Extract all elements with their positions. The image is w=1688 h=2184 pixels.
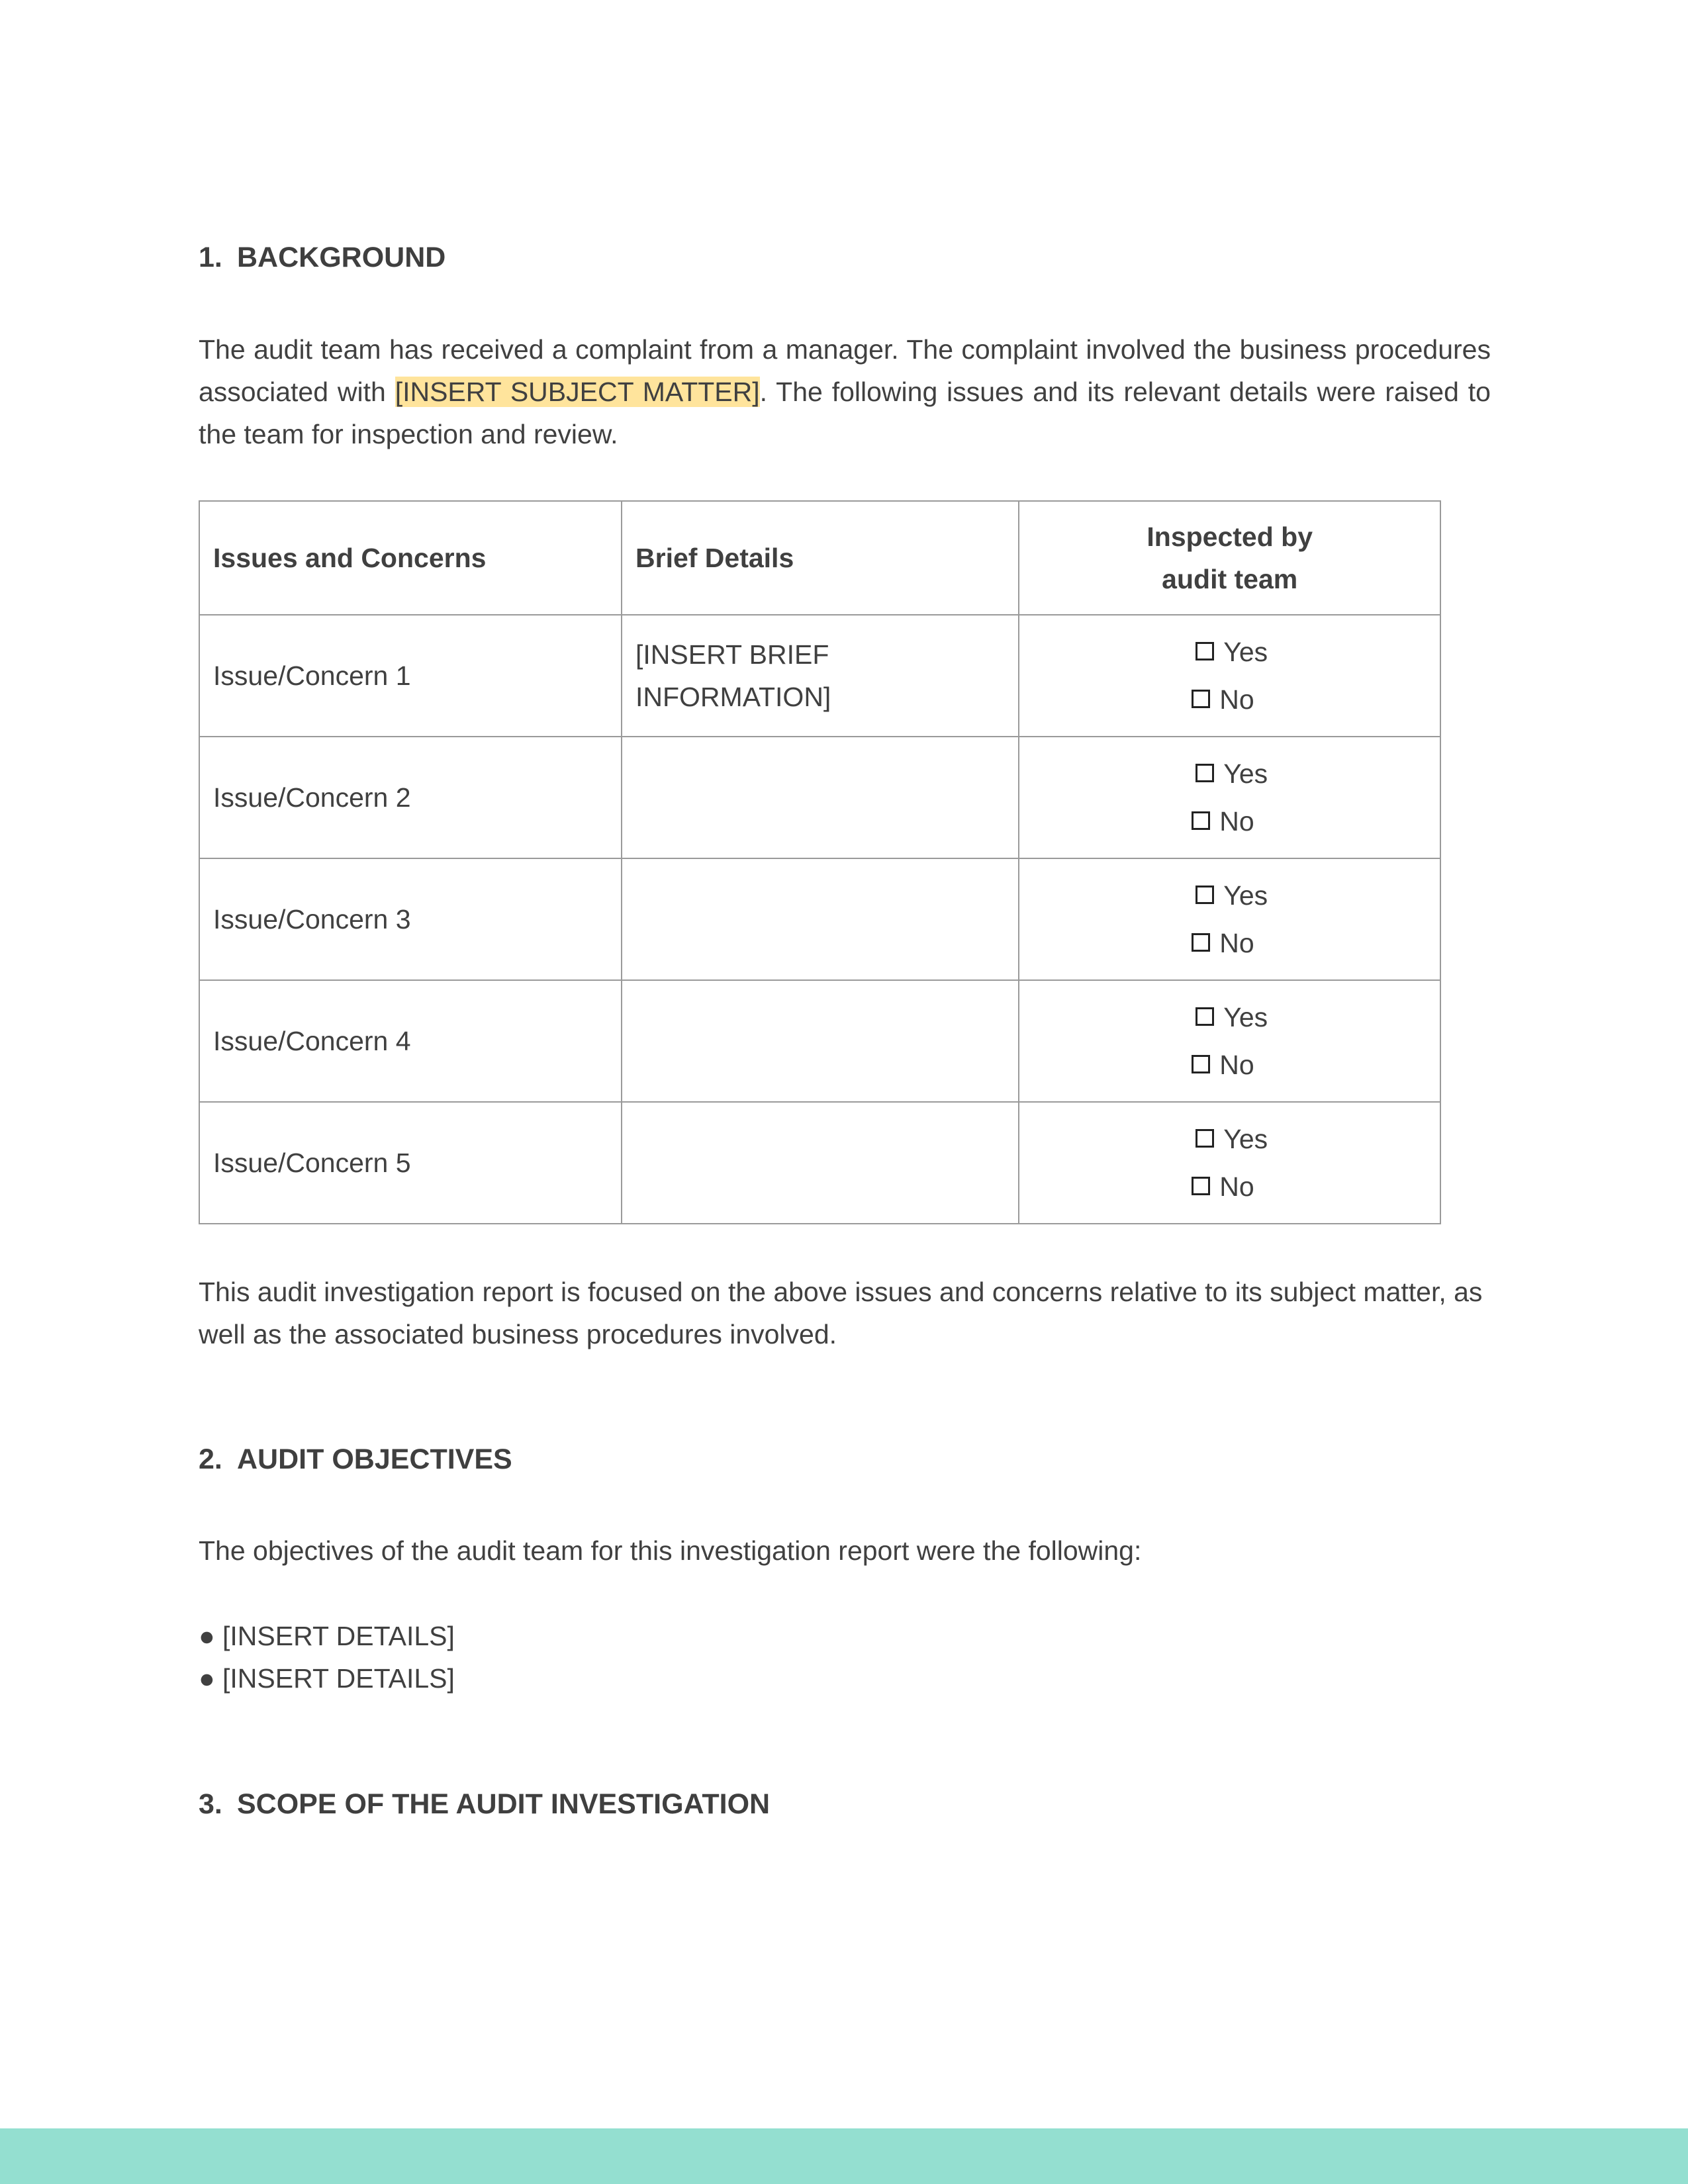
header-inspected-line2: audit team <box>1162 564 1298 594</box>
yes-label: Yes <box>1223 758 1268 789</box>
list-item-text: [INSERT DETAILS] <box>222 1621 455 1651</box>
background-intro-paragraph <box>199 328 1491 455</box>
yes-option[interactable] <box>1192 1115 1268 1163</box>
no-label: No <box>1219 1050 1254 1080</box>
section-title: BACKGROUND <box>237 242 446 273</box>
section-number: 2. <box>199 1443 222 1475</box>
checkbox-icon[interactable] <box>1192 1055 1210 1073</box>
table-row <box>199 737 1440 858</box>
details-cell[interactable] <box>622 980 1019 1102</box>
yes-no-options <box>1192 628 1268 723</box>
bullet-icon: ● <box>199 1663 215 1694</box>
no-option[interactable] <box>1192 919 1268 967</box>
checkbox-icon[interactable] <box>1192 690 1210 708</box>
no-label: No <box>1219 928 1254 958</box>
details-cell[interactable] <box>622 1102 1019 1224</box>
inspected-cell <box>1019 858 1440 980</box>
issue-cell: Issue/Concern 3 <box>199 858 622 980</box>
inspected-cell <box>1019 980 1440 1102</box>
intro-text-before: The audit team has received a complaint from a manager. The complaint involved the business procedures associated with <box>199 334 1491 407</box>
table-row <box>199 858 1440 980</box>
section-number: 3. <box>199 1788 222 1820</box>
checkbox-icon[interactable] <box>1196 1129 1214 1148</box>
section-heading-scope <box>199 1788 770 1821</box>
header-inspected-line1: Inspected by <box>1147 522 1313 552</box>
inspected-cell <box>1019 1102 1440 1224</box>
inspected-cell <box>1019 615 1440 737</box>
subject-matter-placeholder[interactable]: [INSERT SUBJECT MATTER] <box>395 377 760 407</box>
intro-text-after: . The following issues and its relevant details were raised to the team for inspection and review. <box>199 377 1491 449</box>
yes-label: Yes <box>1223 637 1268 667</box>
yes-label: Yes <box>1223 1124 1268 1154</box>
issues-table <box>199 500 1441 1224</box>
issue-cell: Issue/Concern 5 <box>199 1102 622 1224</box>
yes-label: Yes <box>1223 880 1268 911</box>
issue-cell: Issue/Concern 1 <box>199 615 622 737</box>
details-cell[interactable] <box>622 615 1019 737</box>
header-inspected-by-audit-team <box>1019 501 1440 615</box>
list-item <box>199 1657 455 1700</box>
issue-cell: Issue/Concern 2 <box>199 737 622 858</box>
yes-option[interactable] <box>1192 872 1268 919</box>
no-option[interactable] <box>1192 1163 1268 1210</box>
yes-no-options <box>1192 750 1268 845</box>
table-row <box>199 980 1440 1102</box>
yes-label: Yes <box>1223 1002 1268 1032</box>
checkbox-icon[interactable] <box>1192 933 1210 952</box>
yes-option[interactable] <box>1192 628 1268 676</box>
section-title: AUDIT OBJECTIVES <box>237 1443 512 1475</box>
section-number: 1. <box>199 242 222 273</box>
section-heading-audit-objectives <box>199 1443 512 1476</box>
list-item-text: [INSERT DETAILS] <box>222 1663 455 1694</box>
no-option[interactable] <box>1192 676 1268 723</box>
no-option[interactable] <box>1192 1041 1268 1089</box>
header-brief-details: Brief Details <box>622 501 1019 615</box>
header-issues-and-concerns: Issues and Concerns <box>199 501 622 615</box>
bullet-icon: ● <box>199 1621 215 1651</box>
objectives-bullet-list <box>199 1615 455 1700</box>
checkbox-icon[interactable] <box>1196 642 1214 660</box>
section-heading-background <box>199 242 445 274</box>
inspected-cell <box>1019 737 1440 858</box>
no-label: No <box>1219 684 1254 715</box>
details-line1: [INSERT BRIEF <box>635 639 829 670</box>
yes-no-options <box>1192 1115 1268 1210</box>
footer-color-band <box>0 2128 1688 2184</box>
checkbox-icon[interactable] <box>1196 764 1214 782</box>
yes-option[interactable] <box>1192 993 1268 1041</box>
yes-no-options <box>1192 993 1268 1089</box>
table-header-row <box>199 501 1440 615</box>
no-label: No <box>1219 806 1254 837</box>
table-row <box>199 1102 1440 1224</box>
issue-cell: Issue/Concern 4 <box>199 980 622 1102</box>
no-option[interactable] <box>1192 797 1268 845</box>
checkbox-icon[interactable] <box>1192 811 1210 830</box>
background-closing-paragraph: This audit investigation report is focused on the above issues and concerns relative to its subject matter, as well as the associated business procedures involved. <box>199 1277 1483 1349</box>
table-row <box>199 615 1440 737</box>
objectives-intro-paragraph: The objectives of the audit team for this investigation report were the following: <box>199 1535 1142 1566</box>
section-title: SCOPE OF THE AUDIT INVESTIGATION <box>237 1788 771 1820</box>
yes-option[interactable] <box>1192 750 1268 797</box>
checkbox-icon[interactable] <box>1196 1007 1214 1026</box>
yes-no-options <box>1192 872 1268 967</box>
list-item <box>199 1615 455 1657</box>
no-label: No <box>1219 1171 1254 1202</box>
details-cell[interactable] <box>622 858 1019 980</box>
checkbox-icon[interactable] <box>1192 1177 1210 1195</box>
checkbox-icon[interactable] <box>1196 886 1214 904</box>
details-line2: INFORMATION] <box>635 682 831 712</box>
details-cell[interactable] <box>622 737 1019 858</box>
